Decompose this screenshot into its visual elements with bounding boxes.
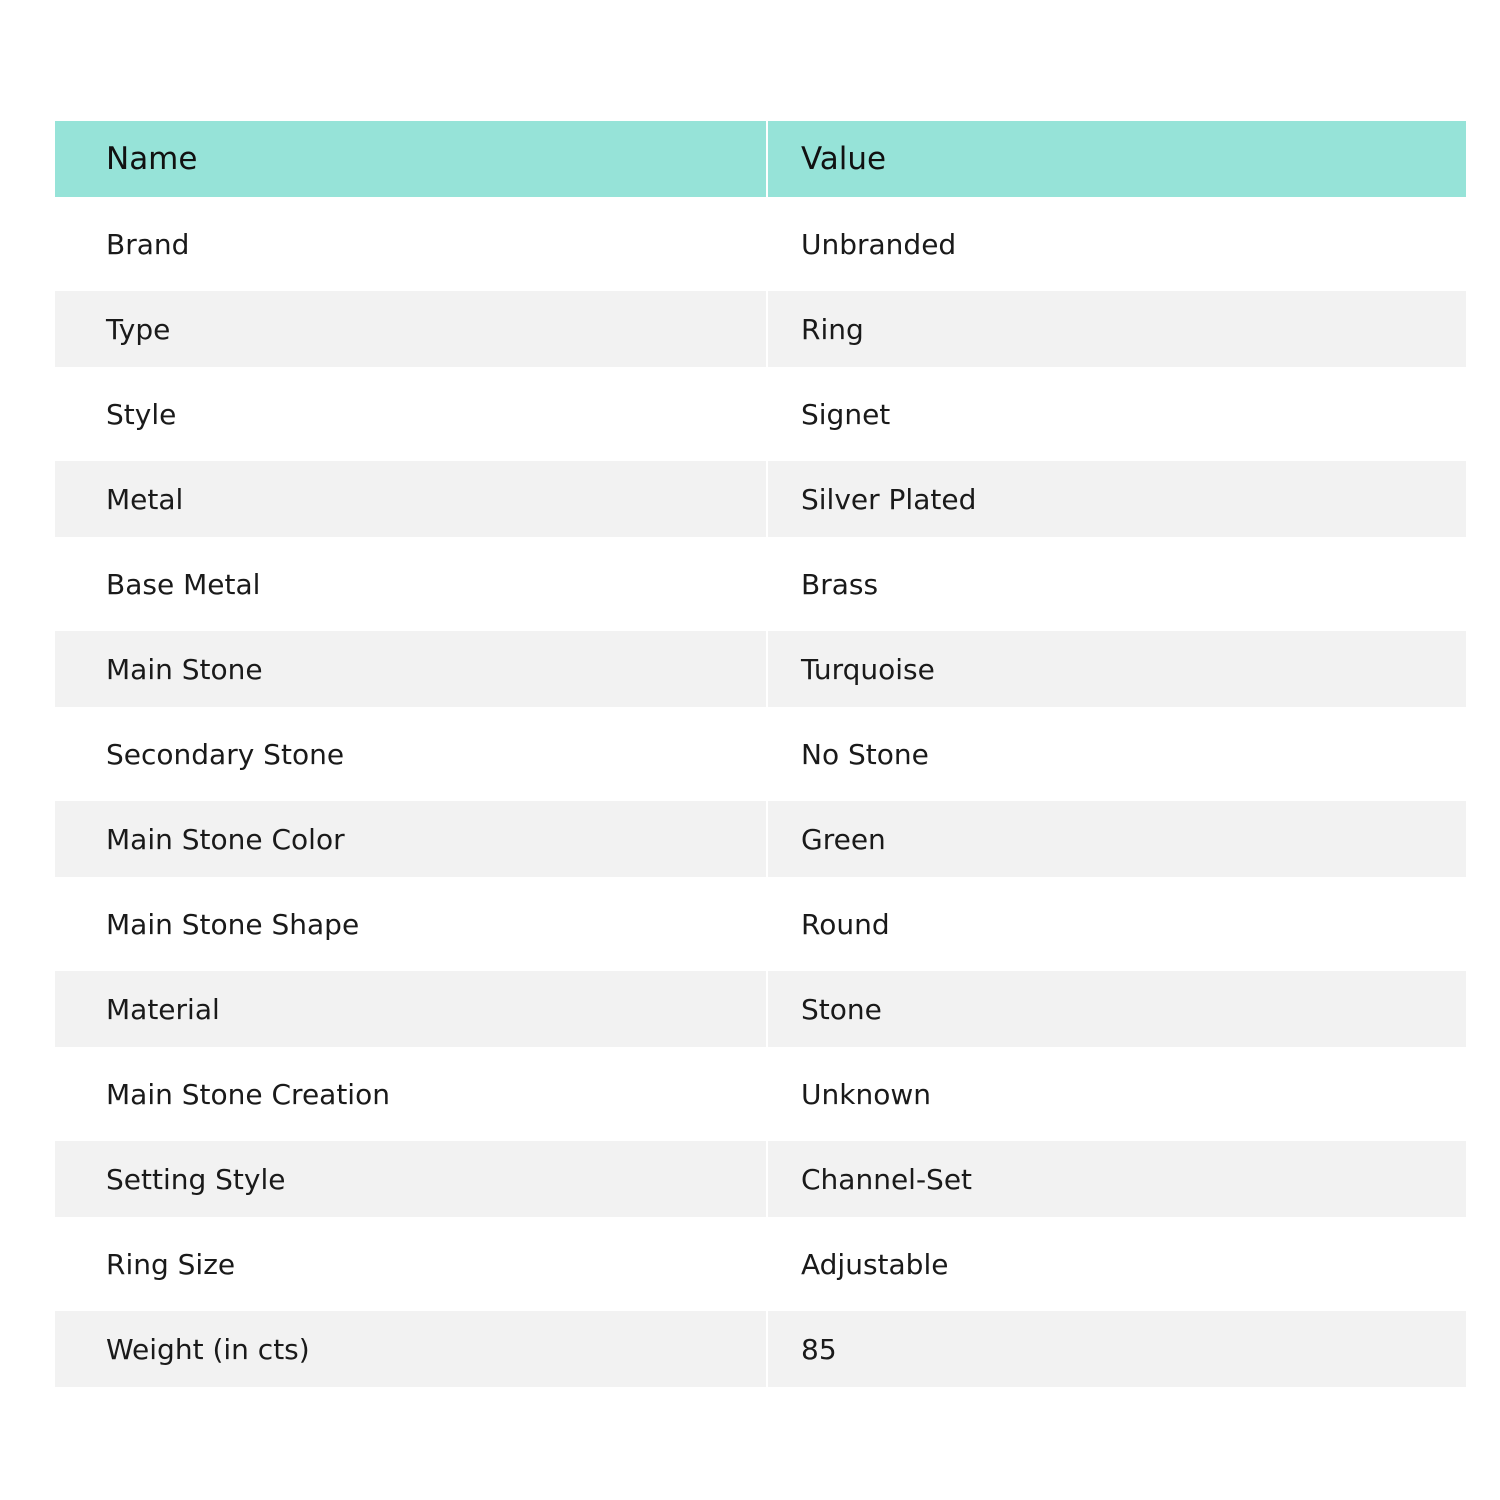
table-row [55,367,1466,461]
attribute-name: Material [55,971,766,1047]
table-row [55,631,1466,707]
attribute-value: Unknown [766,1047,1466,1141]
attribute-value: Signet [766,367,1466,461]
table-row [55,1217,1466,1311]
attribute-name: Type [55,291,766,367]
table-row [55,877,1466,971]
attribute-value: Ring [766,291,1466,367]
table-row [55,1141,1466,1217]
table-row [55,1311,1466,1387]
table-header [55,121,1466,197]
column-header-name: Name [55,121,766,197]
attribute-value: Channel-Set [766,1141,1466,1217]
attribute-name: Main Stone [55,631,766,707]
attribute-name: Brand [55,197,766,291]
attribute-name: Weight (in cts) [55,1311,766,1387]
table-row [55,707,1466,801]
attribute-name: Base Metal [55,537,766,631]
attribute-name: Secondary Stone [55,707,766,801]
header-row [55,121,1466,197]
table-row [55,801,1466,877]
table-row [55,197,1466,291]
attribute-value: Unbranded [766,197,1466,291]
attribute-name: Ring Size [55,1217,766,1311]
attribute-value: Brass [766,537,1466,631]
attribute-value: Silver Plated [766,461,1466,537]
attribute-value: Adjustable [766,1217,1466,1311]
attribute-name: Main Stone Creation [55,1047,766,1141]
attribute-name: Style [55,367,766,461]
attribute-value: Stone [766,971,1466,1047]
attribute-name: Main Stone Color [55,801,766,877]
table-row [55,1047,1466,1141]
attribute-value: Green [766,801,1466,877]
table-row [55,461,1466,537]
item-specifics-table [55,121,1466,1387]
attribute-value: Turquoise [766,631,1466,707]
attribute-name: Main Stone Shape [55,877,766,971]
attribute-value: Round [766,877,1466,971]
attribute-value: No Stone [766,707,1466,801]
table-body [55,197,1466,1387]
table-row [55,971,1466,1047]
column-header-value: Value [766,121,1466,197]
attribute-value: 85 [766,1311,1466,1387]
table-row [55,291,1466,367]
attribute-name: Setting Style [55,1141,766,1217]
attribute-name: Metal [55,461,766,537]
table-row [55,537,1466,631]
